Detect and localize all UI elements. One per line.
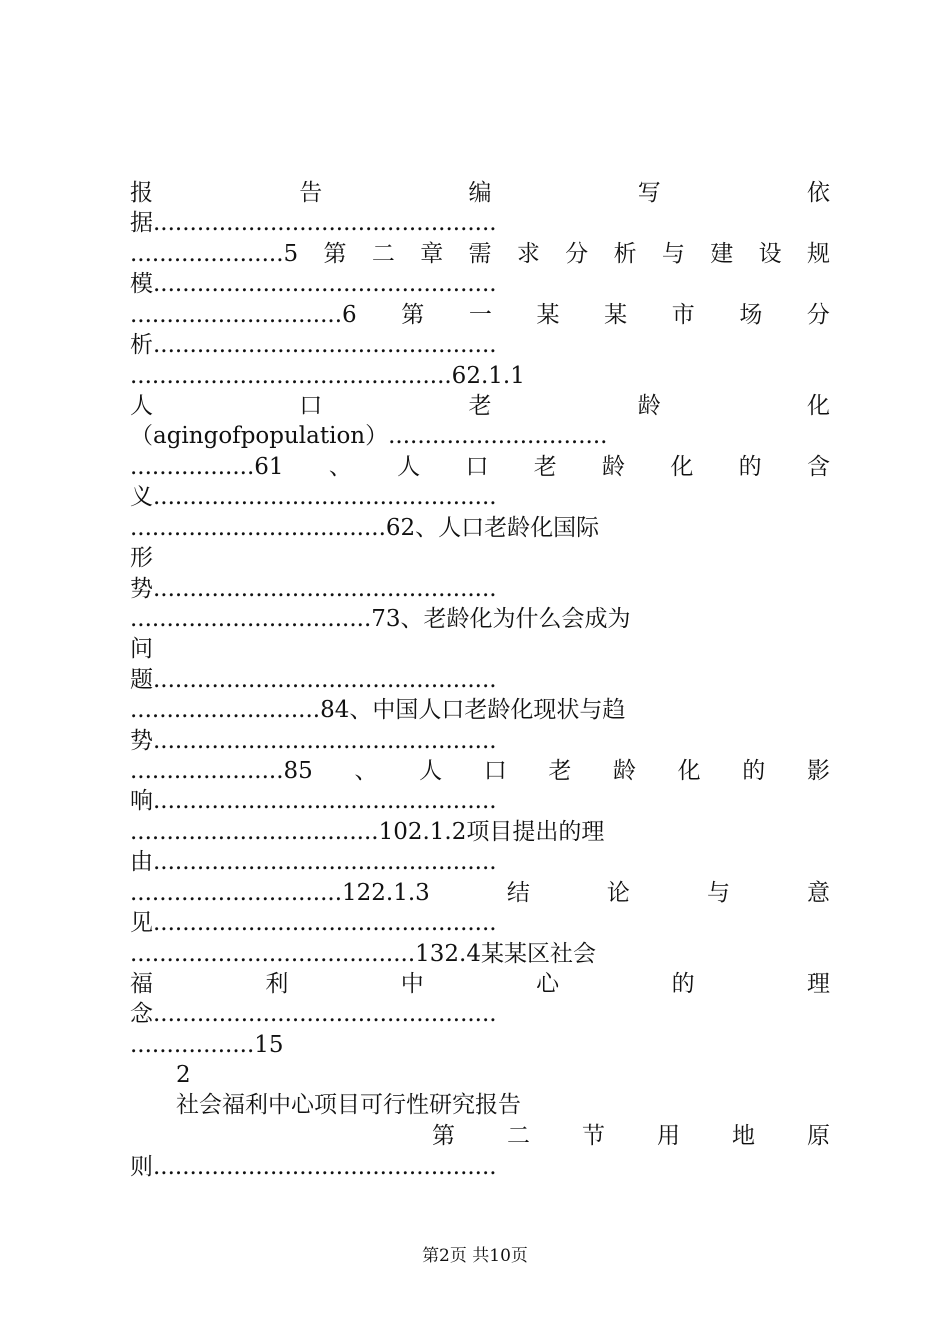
toc-line <box>130 178 830 208</box>
toc-text: 化 <box>670 454 694 480</box>
toc-text: 求 <box>516 241 540 267</box>
toc-text: 人 <box>419 758 443 784</box>
toc-text: 福 <box>130 971 153 997</box>
toc-text: 某 <box>604 302 628 328</box>
toc-line: 义............................................... <box>130 484 497 510</box>
section-heading-text: 二 <box>507 1123 530 1149</box>
section-heading-text: 第 <box>432 1123 455 1149</box>
toc-text: 老 <box>468 393 492 419</box>
toc-text: 意 <box>807 880 830 906</box>
section-heading-text: 节 <box>582 1123 605 1149</box>
section-dots-line: 则............................................... <box>130 1154 497 1180</box>
toc-text: 人 <box>397 454 421 480</box>
toc-line: ............................................62.1.1 <box>130 363 525 389</box>
toc-text: 分 <box>806 302 830 328</box>
toc-text: 的 <box>671 971 695 997</box>
toc-line <box>130 969 830 999</box>
toc-line <box>130 878 830 908</box>
toc-text: 龄 <box>602 454 626 480</box>
toc-text: 二 <box>371 241 395 267</box>
toc-line <box>130 300 830 330</box>
toc-text: 场 <box>739 302 763 328</box>
toc-text: 告 <box>299 180 323 206</box>
toc-text: 化 <box>677 758 701 784</box>
toc-line: 题............................................... <box>130 667 497 693</box>
toc-line <box>130 239 830 269</box>
toc-text: 建 <box>710 241 734 267</box>
toc-line: 响............................................... <box>130 788 497 814</box>
toc-text: 某 <box>536 302 560 328</box>
toc-text: 含 <box>806 454 830 480</box>
toc-line: 见............................................... <box>130 910 497 936</box>
toc-line: 势............................................... <box>130 728 497 754</box>
toc-text: 的 <box>742 758 766 784</box>
toc-text: 老 <box>533 454 557 480</box>
toc-text: 口 <box>465 454 489 480</box>
toc-line <box>130 756 830 786</box>
toc-line: ...................................62、人口老龄化国际 <box>130 515 600 541</box>
toc-text: 龄 <box>613 758 637 784</box>
toc-line <box>130 452 830 482</box>
toc-text: 理 <box>806 971 830 997</box>
toc-text: 分 <box>565 241 589 267</box>
toc-text: 、 <box>328 454 352 480</box>
toc-text: 利 <box>265 971 289 997</box>
toc-text: .....................5 <box>130 241 299 267</box>
toc-line: 问 <box>130 636 153 662</box>
running-title: 社会福利中心项目可行性研究报告 <box>176 1092 521 1118</box>
toc-text: 写 <box>637 180 661 206</box>
toc-line: 模............................................... <box>130 271 497 297</box>
section-heading <box>432 1121 830 1151</box>
toc-text: 化 <box>807 393 830 419</box>
toc-text: 编 <box>468 180 492 206</box>
toc-text: 与 <box>706 880 730 906</box>
toc-line: （agingofpopulation）.............................. <box>130 423 608 449</box>
toc-text: 、 <box>354 758 378 784</box>
toc-text: 的 <box>738 454 762 480</box>
section-heading-text: 原 <box>807 1123 830 1149</box>
toc-text: 依 <box>807 180 830 206</box>
section-heading-text: 地 <box>732 1123 755 1149</box>
toc-line: 析............................................... <box>130 332 497 358</box>
toc-text: 口 <box>483 758 507 784</box>
section-heading-text: 用 <box>657 1123 680 1149</box>
toc-line: 势............................................... <box>130 576 497 602</box>
toc-text: 章 <box>420 241 444 267</box>
toc-text: 第 <box>323 241 347 267</box>
toc-text: .....................85 <box>130 758 313 784</box>
toc-line: ..................................102.1.2项目提出的理 <box>130 819 605 845</box>
toc-line: .................15 <box>130 1032 284 1058</box>
toc-line: 据............................................... <box>130 210 497 236</box>
toc-text: 龄 <box>637 393 661 419</box>
toc-text: 一 <box>468 302 492 328</box>
toc-text: 规 <box>806 241 830 267</box>
toc-line: ..........................84、中国人口老龄化现状与趋 <box>130 697 626 723</box>
toc-text: .............................6 <box>130 302 357 328</box>
toc-line: 由............................................... <box>130 849 497 875</box>
page-number-mark: 2 <box>176 1062 191 1088</box>
toc-text: 设 <box>758 241 782 267</box>
toc-text: 心 <box>536 971 560 997</box>
page-footer: 第2页 共10页 <box>422 1246 528 1266</box>
toc-text: 第 <box>401 302 425 328</box>
toc-text: 报 <box>130 180 153 206</box>
toc-text: .................61 <box>130 454 284 480</box>
toc-line: 形 <box>130 545 153 571</box>
toc-line: 念............................................... <box>130 1001 497 1027</box>
toc-text: 老 <box>548 758 572 784</box>
toc-text: 人 <box>130 393 153 419</box>
toc-text: 中 <box>400 971 424 997</box>
toc-text: .............................122.1.3 <box>130 880 430 906</box>
toc-text: 市 <box>671 302 695 328</box>
toc-text: 与 <box>661 241 685 267</box>
toc-text: 影 <box>806 758 830 784</box>
toc-text: 析 <box>613 241 637 267</box>
toc-text: 需 <box>468 241 492 267</box>
toc-line: .................................73、老龄化为什么会成为 <box>130 606 631 632</box>
toc-line <box>130 391 830 421</box>
toc-line: .......................................132.4某某区社会 <box>130 941 596 967</box>
toc-text: 结 <box>506 880 530 906</box>
toc-text: 论 <box>606 880 630 906</box>
toc-text: 口 <box>299 393 323 419</box>
